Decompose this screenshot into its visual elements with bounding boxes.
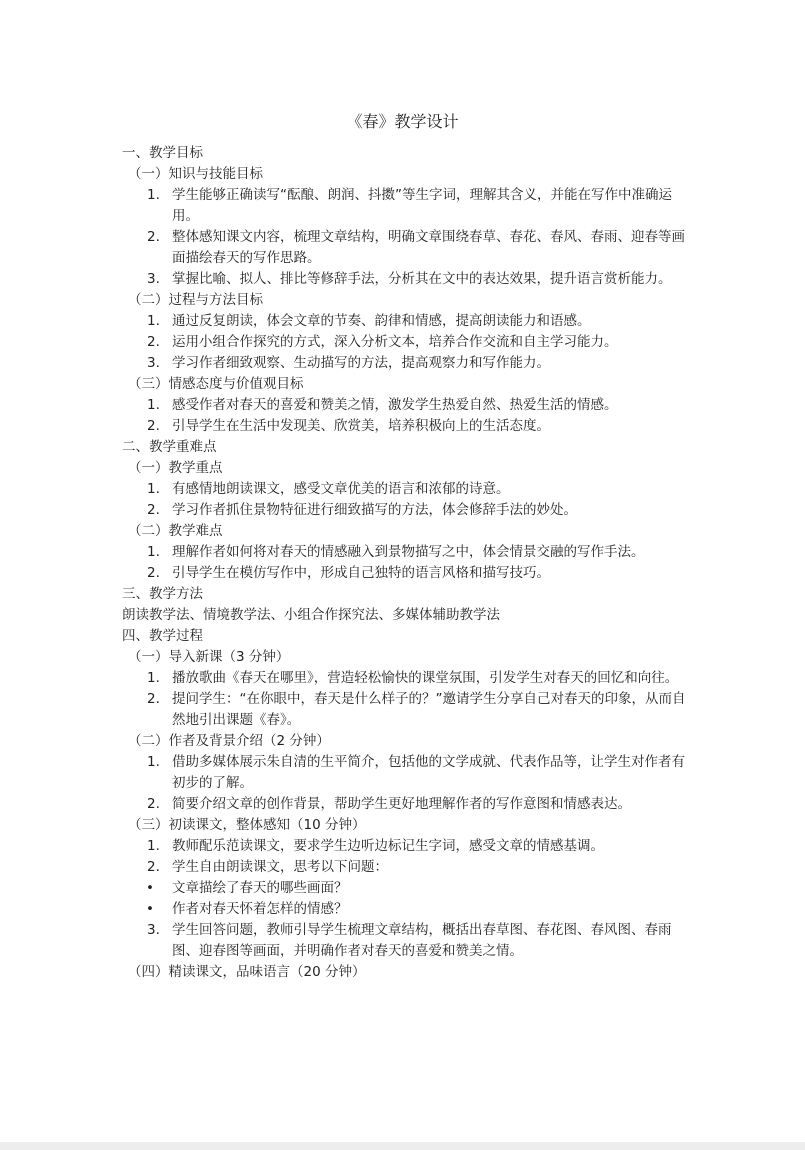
- list-item-text: 有感情地朗读课文，感受文章优美的语言和浓郁的诗意。: [172, 481, 510, 497]
- list-item-text: 播放歌曲《春天在哪里》，营造轻松愉快的课堂氛围，引发学生对春天的回忆和向往。: [172, 670, 679, 686]
- item-list: [122, 752, 692, 815]
- item-list: [122, 836, 692, 962]
- section-heading: 三、教学方法: [122, 586, 203, 602]
- subsection-heading: （一）导入新课（3 分钟）: [128, 649, 290, 665]
- section-heading: 四、教学过程: [122, 628, 203, 644]
- list-item-text: 引导学生在模仿写作中，形成自己独特的语言风格和描写技巧。: [172, 565, 550, 581]
- list-number: 2.: [147, 418, 160, 434]
- list-item-text: 简要介绍文章的创作背景，帮助学生更好地理解作者的写作意图和情感表达。: [172, 796, 631, 812]
- section-heading: 一、教学目标: [122, 145, 203, 161]
- list-item: [122, 311, 692, 332]
- list-item-text: 学习作者细致观察、生动描写的方法，提高观察力和写作能力。: [172, 355, 550, 371]
- list-item: [122, 668, 692, 689]
- bullet-marker: •: [146, 901, 154, 917]
- list-item: [122, 185, 692, 227]
- list-number: 1.: [147, 544, 160, 560]
- list-number: 1.: [147, 187, 160, 203]
- list-item-text: 掌握比喻、拟人、排比等修辞手法，分析其在文中的表达效果，提升语言赏析能力。: [172, 271, 672, 287]
- list-item: [122, 479, 692, 500]
- item-list: [122, 542, 692, 584]
- list-number: 1.: [147, 838, 160, 854]
- list-item-text: 运用小组合作探究的方式，深入分析文本，培养合作交流和自主学习能力。: [172, 334, 618, 350]
- list-item: [122, 920, 692, 962]
- list-number: 1.: [147, 754, 160, 770]
- subsection-heading: （四）精读课文，品味语言（20 分钟）: [128, 964, 366, 980]
- bullet-item: [122, 878, 692, 899]
- document-body: [122, 143, 692, 983]
- list-number: 1.: [147, 397, 160, 413]
- list-item-text: 学生自由朗读课文，思考以下问题：: [172, 859, 388, 875]
- subsection-heading: （二）过程与方法目标: [128, 292, 263, 308]
- list-item: [122, 332, 692, 353]
- subsection-heading: （一）教学重点: [128, 460, 223, 476]
- list-number: 2.: [147, 859, 160, 875]
- list-item: [122, 500, 692, 521]
- list-number: 2.: [147, 334, 160, 350]
- list-number: 1.: [147, 313, 160, 329]
- list-item: [122, 794, 692, 815]
- list-item-text: 通过反复朗读，体会文章的节奏、韵律和情感，提高朗读能力和语感。: [172, 313, 591, 329]
- list-number: 2.: [147, 565, 160, 581]
- list-item-text: 教师配乐范读课文，要求学生边听边标记生字词，感受文章的情感基调。: [172, 838, 604, 854]
- list-item: [122, 689, 692, 731]
- list-item: [122, 542, 692, 563]
- subsection-heading: （三）初读课文，整体感知（10 分钟）: [128, 817, 366, 833]
- list-item-text: 学习作者抓住景物特征进行细致描写的方法，体会修辞手法的妙处。: [172, 502, 577, 518]
- list-item-text: 学生回答问题，教师引导学生梳理文章结构，概括出春草图、春花图、春风图、春雨图、迎春图等画面，并明确作者对春天的喜爱和赞美之情。: [172, 922, 672, 959]
- list-item: [122, 269, 692, 290]
- list-number: 2.: [147, 229, 160, 245]
- subsection-heading: （三）情感态度与价值观目标: [128, 376, 304, 392]
- list-number: 2.: [147, 691, 160, 707]
- item-list: [122, 311, 692, 374]
- bullet-marker: •: [146, 880, 154, 896]
- document-title: 《春》教学设计: [346, 112, 459, 131]
- list-number: 2.: [147, 796, 160, 812]
- list-item: [122, 836, 692, 857]
- list-number: 3.: [147, 271, 160, 287]
- item-list: [122, 479, 692, 521]
- list-number: 1.: [147, 670, 160, 686]
- list-item-text: 学生能够正确读写“酝酿、朗润、抖擞”等生字词，理解其含义，并能在写作中准确运用。: [172, 187, 672, 224]
- list-item-text: 作者对春天怀着怎样的情感？: [172, 901, 348, 917]
- list-number: 3.: [147, 355, 160, 371]
- list-item: [122, 563, 692, 584]
- list-number: 2.: [147, 502, 160, 518]
- list-item: [122, 227, 692, 269]
- section-text: 朗读教学法、情境教学法、小组合作探究法、多媒体辅助教学法: [122, 607, 500, 623]
- list-item-text: 引导学生在生活中发现美、欣赏美，培养积极向上的生活态度。: [172, 418, 550, 434]
- item-list: [122, 395, 692, 437]
- list-item-text: 感受作者对春天的喜爱和赞美之情，激发学生热爱自然、热爱生活的情感。: [172, 397, 618, 413]
- list-item-text: 理解作者如何将对春天的情感融入到景物描写之中，体会情景交融的写作手法。: [172, 544, 645, 560]
- section-heading: 二、教学重难点: [122, 439, 217, 455]
- list-item: [122, 416, 692, 437]
- item-list: [122, 668, 692, 731]
- bullet-item: [122, 899, 692, 920]
- list-number: 1.: [147, 481, 160, 497]
- list-item: [122, 752, 692, 794]
- list-item: [122, 353, 692, 374]
- subsection-heading: （一）知识与技能目标: [128, 166, 263, 182]
- list-item: [122, 857, 692, 878]
- subsection-heading: （二）教学难点: [128, 523, 223, 539]
- list-item-text: 提问学生：“在你眼中，春天是什么样子的？”邀请学生分享自己对春天的印象，从而自然地引出课题《春》。: [172, 691, 686, 728]
- list-item-text: 借助多媒体展示朱自清的生平简介，包括他的文学成就、代表作品等，让学生对作者有初步的了解。: [172, 754, 685, 791]
- list-item-text: 整体感知课文内容，梳理文章结构，明确文章围绕春草、春花、春风、春雨、迎春等画面描绘春天的写作思路。: [172, 229, 685, 266]
- list-item: [122, 395, 692, 416]
- list-number: 3.: [147, 922, 160, 938]
- subsection-heading: （二）作者及背景介绍（2 分钟）: [128, 733, 330, 749]
- item-list: [122, 185, 692, 290]
- list-item-text: 文章描绘了春天的哪些画面？: [172, 880, 348, 896]
